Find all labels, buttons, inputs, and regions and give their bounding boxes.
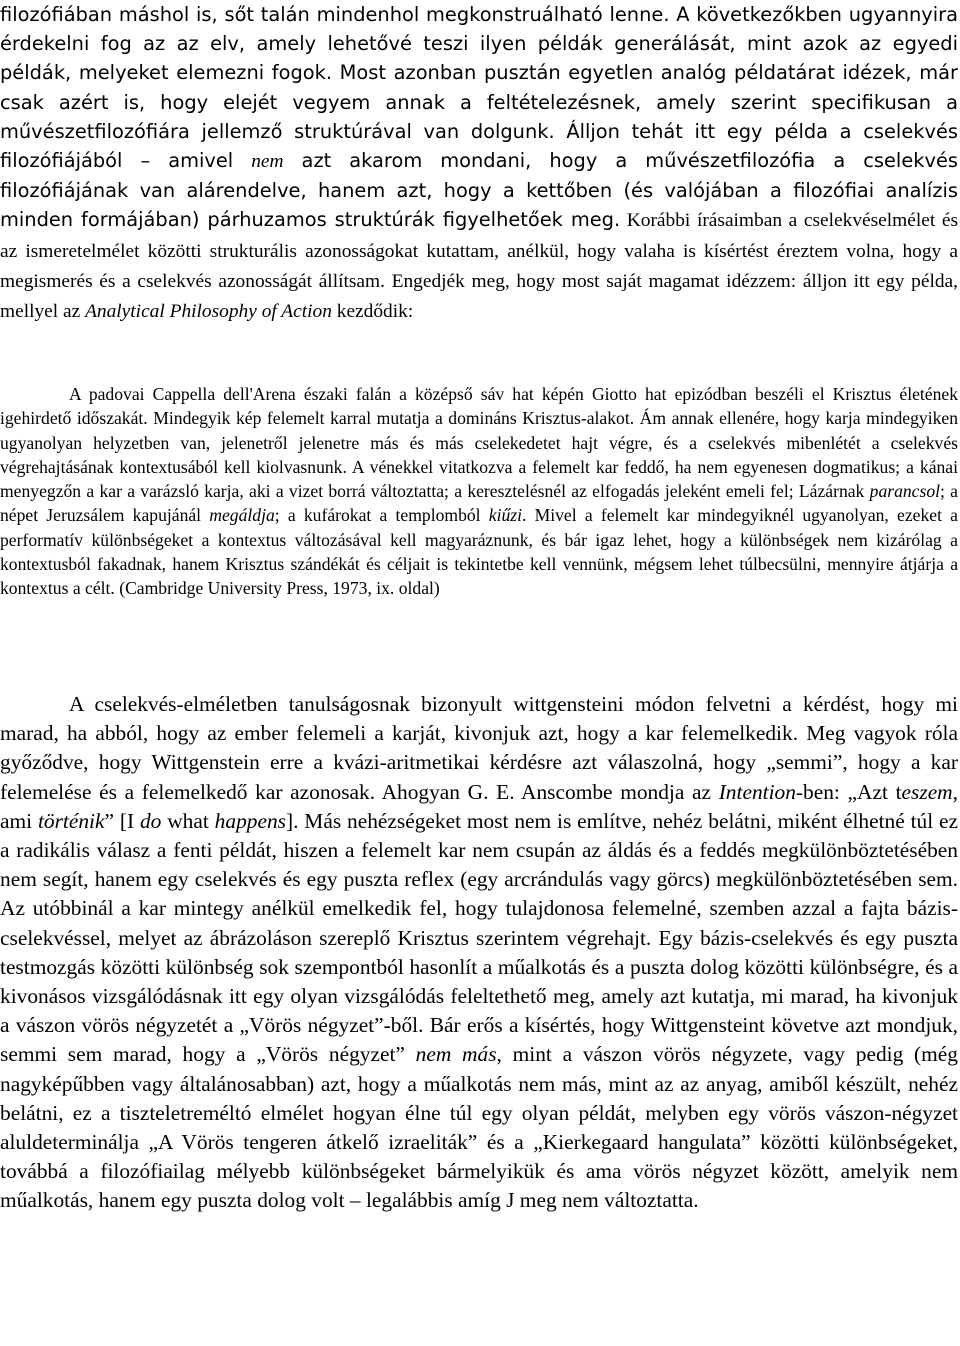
body-paragraph-2: [0, 690, 958, 1216]
paragraph-2-text-c: , ami: [0, 779, 958, 833]
emphasis-tortenik: történik: [37, 808, 105, 833]
quote-text-3: ; a kufárokat a templomból: [274, 505, 489, 526]
body-paragraph-1: [0, 0, 958, 326]
paragraph-2-text-a: A cselekvés-elméletben tanulságosnak bizonyult wittgensteini módon felvetni a kérdést, hogy mi marad, ha abból, hogy az ember felemeli a karját, kivonjuk azt, hogy a kar felemelkedik. Meg vagyok róla győződve, hogy Wittgenstein erre a kvázi-aritmetikai kérdésre azt válaszolná, hogy „semmi”, hogy a kar felemelése és a felemelkedő kar azonosak. Ahogyan G. E. Anscombe mondja az: [0, 692, 958, 804]
book-title-intention: Intention: [718, 779, 796, 804]
emphasis-happens: happens: [214, 808, 286, 833]
paragraph-2-text-f: ]. Más nehézségeket most nem is említve, nehéz belátni, miként élhetné túl ez a radikális válasz a fenti példát, hiszen a felemelt kar nem csupán az áldás és a feddés megkülönböztetésében nem segít, hanem egy cselekvés és egy puszta reflex (egy arcrándulás vagy görcs) megkülönböztetésében sem. Az utóbbinál a kar mintegy anélkül emelkedik fel, hogy tulajdonosa felemelné, szemben azzal a fajta bázis-cselekvéssel, melyet az ábrázoláson szereplő Krisztus szerintem végrehajt. Egy bázis-cselekvés és egy puszta testmozgás közötti különbség sok szempontból hasonlít a műalkotás és a puszta dolog közötti különbségre, és a kivonásos vizsgálódásnak itt egy olyan vizsgálódás feleltethető meg, amely azt kutatja, mi marad, ha kivonjuk a vászon vörös négyzetét a „Vörös négyzet”-ből. Bár erős a kísértés, hogy Wittgensteint követve azt mondjuk, semmi sem marad, hogy a „Vörös négyzet”: [0, 808, 959, 1067]
book-title-analytical-philosophy: Analytical Philosophy of Action: [85, 301, 332, 323]
paragraph-2-text-e: what: [161, 808, 215, 833]
paragraph-2-text-g: , mint a vászon vörös négyzete, vagy pedig (még nagyképűbben vagy általánosabban) azt, hogy a műalkotás nem más, mint az az anyag, amiből készült, nehéz belátni, ez a tiszteletreméltó elmélet hogyan élne túl egy olyan példát, melyben egy vörös vászon-négyzet aluldeterminálja „A Vörös tengeren átkelő izraeliták” és a „Kierkegaard hangulata” közötti különbségeket, továbbá a filozófiailag mélyebb különbségeket bármelyikük és ama vörös négyzet között, amelyik nem műalkotás, hanem egy puszta dolog volt – legalábbis amíg J meg nem változtatta.: [0, 1042, 958, 1213]
emphasis-nem-mas: nem más: [415, 1042, 497, 1067]
paragraph-1-text-2: azt akarom mondani, hogy a művészetfilozófia a cselekvés filozófiájának van alárendelve, hanem azt, hogy a kettőben (és valójában a filozófiai analízis minden formájában) párhuzamos struktúrák figyelhetőek meg.: [0, 149, 958, 232]
emphasis-kiuzi: kiűzi: [488, 505, 522, 526]
emphasis-eszem: eszem: [901, 779, 953, 804]
paragraph-1-text-3: Korábbi írásaimban a cselekvéselmélet és az ismeretelmélet közötti strukturális azonosságokat kutattam, anélkül, hogy valaha is kísértést éreztem volna, hogy a megismerés és a cselekvés azonosságát állítsam. Engedjék meg, hogy most saját magamat idézzem: álljon itt egy példa, mellyel az: [0, 210, 959, 323]
emphasis-megaldja: megáldja: [209, 505, 275, 526]
emphasis-do: do: [139, 808, 162, 833]
quote-text-4: . Mivel a felemelt kar mindegyiknél ugyanolyan, ezeket a performatív különbségeket a kontextus változásával kell magyaráznunk, és bár igaz lehet, hogy a különbségek nem kizárólag a kontextusból fakadnak, hanem Krisztus szándékát és céljait is tekintetbe kell vennünk, mégsem lehet túlbecsülni, mennyire átjárja a kontextus a célt. (Cambridge University Press, 1973, ix. oldal): [0, 505, 958, 599]
paragraph-2-text-b: -ben: „Azt t: [795, 779, 902, 804]
emphasis-nem: nem: [251, 151, 284, 173]
block-quote: [0, 382, 958, 601]
paragraph-1-text: filozófiában máshol is, sőt talán mindenhol megkonstruálható lenne. A következőkben ugyannyira érdekelni fog az az elv, amely lehetővé teszi ilyen példák generálását, mint azok az egyedi példák, melyeket elemezni fogok. Most azonban pusztán egyetlen analóg példatárat idézek, már csak azért is, hogy elejét vegyem annak a feltételezésnek, amely szerint specifikusan a művészetfilozófiára jellemző struktúrával van dolgunk. Álljon tehát itt egy példa a cselekvés filozófiájából – amivel: [0, 3, 958, 173]
emphasis-parancsol: parancsol: [869, 481, 941, 502]
paragraph-2-text-d: ” [I: [104, 808, 140, 833]
paragraph-1-text-4: kezdődik:: [331, 301, 414, 323]
quote-text-2: ; a népet Jeruzsálem kapujánál: [0, 481, 958, 526]
quote-text-1: A padovai Cappella dell'Arena északi falán a középső sáv hat képén Giotto hat epizódban beszéli el Krisztus életének igehirdető időszakát. Mindegyik kép felemelt karral mutatja a domináns Krisztus-alakot. Ám annak ellenére, hogy karja mindegyiken ugyanolyan helyzetben van, jelenetről jelenetre más és más cselekedetet hajt végre, és a cselekvés mibenlétét a cselekvés végrehajtásának kontextusából kell kiolvasnunk. A vénekkel vitatkozva a felemelt kar feddő, ha nem egyenesen dogmatikus; a kánai menyegzőn a kar a varázsló karja, aki a vizet borrá változtatta; a keresztelésnél az elfogadás jeleként emeli fel; Lázárnak: [0, 384, 958, 502]
